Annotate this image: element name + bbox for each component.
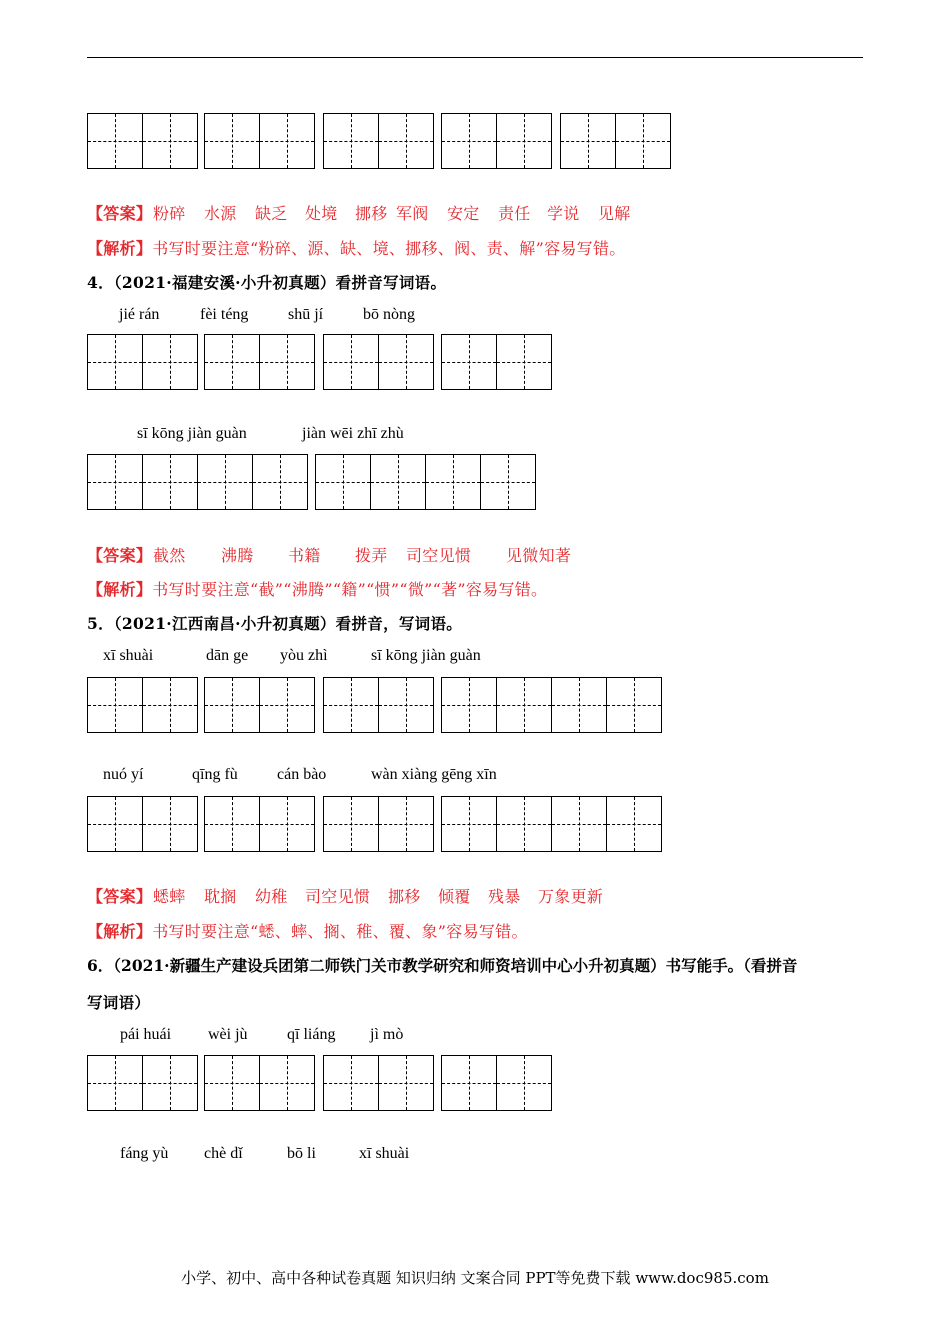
question-title: 6．（2021·新疆生产建设兵团第二师铁门关市教学研究和师资培训中心小升初真题）书写能手。（看拼音 bbox=[87, 956, 798, 975]
answer-word: 见解 bbox=[598, 204, 631, 223]
writing-box[interactable] bbox=[323, 677, 433, 733]
pinyin-label: chè dǐ bbox=[204, 1145, 243, 1162]
pinyin-label: sī kōng jiàn guàn bbox=[371, 647, 481, 664]
question-title: 5．（2021·江西南昌·小升初真题）看拼音，写词语。 bbox=[87, 614, 463, 633]
analysis-line bbox=[87, 919, 528, 942]
writing-box[interactable] bbox=[87, 1055, 197, 1111]
answer-word: 司空见惯 bbox=[406, 546, 472, 565]
pinyin-label: jiàn wēi zhī zhù bbox=[302, 425, 404, 442]
pinyin-label: wèi jù bbox=[208, 1026, 248, 1043]
writing-box[interactable] bbox=[323, 113, 433, 169]
pinyin-label: qīng fù bbox=[192, 766, 238, 783]
pinyin-label: jì mò bbox=[370, 1026, 404, 1043]
pinyin-label: qī liáng bbox=[287, 1026, 336, 1043]
answer-tag: 【答案】 bbox=[87, 546, 153, 565]
answer-word: 耽搁 bbox=[204, 887, 237, 906]
pinyin-label: dān ge bbox=[206, 647, 249, 664]
analysis-text: 书写时要注意“蟋、蟀、搁、稚、覆、象”容易写错。 bbox=[152, 922, 528, 941]
answer-word: 粉碎 bbox=[153, 204, 186, 223]
writing-box[interactable] bbox=[323, 334, 433, 390]
analysis-line bbox=[87, 577, 547, 600]
pinyin-label: wàn xiàng gēng xīn bbox=[371, 766, 497, 783]
answer-word: 缺乏 bbox=[255, 204, 288, 223]
answer-line bbox=[87, 543, 687, 565]
writing-box[interactable] bbox=[87, 677, 197, 733]
answer-tag: 【答案】 bbox=[87, 204, 153, 223]
writing-box[interactable] bbox=[204, 1055, 314, 1111]
analysis-tag: 【解析】 bbox=[87, 922, 153, 941]
answer-word: 万象更新 bbox=[538, 887, 604, 906]
answer-word: 责任 bbox=[498, 204, 531, 223]
analysis-tag: 【解析】 bbox=[87, 239, 153, 258]
answer-word: 处境 bbox=[305, 204, 338, 223]
pinyin-label: cán bào bbox=[277, 766, 327, 783]
writing-box[interactable] bbox=[204, 334, 314, 390]
analysis-text: 书写时要注意“粉碎、源、缺、境、挪移、阀、责、解”容易写错。 bbox=[152, 239, 626, 258]
pinyin-label: xī shuài bbox=[359, 1145, 410, 1162]
answer-word: 残暴 bbox=[488, 887, 521, 906]
answer-word: 见微知著 bbox=[506, 546, 572, 565]
answer-line bbox=[87, 884, 687, 906]
answer-word: 安定 bbox=[447, 204, 480, 223]
answer-word: 书籍 bbox=[288, 546, 321, 565]
pinyin-label: fèi téng bbox=[200, 306, 249, 323]
writing-box[interactable] bbox=[441, 796, 661, 852]
question-title-cont: 写词语） bbox=[87, 993, 151, 1012]
answer-word: 挪移 bbox=[355, 204, 388, 223]
writing-box[interactable] bbox=[204, 113, 314, 169]
writing-box[interactable] bbox=[315, 454, 535, 510]
writing-box[interactable] bbox=[204, 677, 314, 733]
pinyin-label: fáng yù bbox=[120, 1145, 169, 1162]
writing-box[interactable] bbox=[87, 454, 307, 510]
writing-box[interactable] bbox=[204, 796, 314, 852]
pinyin-label: nuó yí bbox=[103, 766, 144, 783]
pinyin-label: pái huái bbox=[120, 1026, 172, 1043]
answer-word: 司空见惯 bbox=[305, 887, 371, 906]
writing-box[interactable] bbox=[441, 113, 551, 169]
pinyin-label: jié rán bbox=[119, 306, 160, 323]
writing-box[interactable] bbox=[87, 796, 197, 852]
answer-word: 截然 bbox=[153, 546, 186, 565]
answer-tag: 【答案】 bbox=[87, 887, 153, 906]
writing-box[interactable] bbox=[87, 113, 197, 169]
writing-box[interactable] bbox=[87, 334, 197, 390]
answer-line bbox=[87, 201, 687, 223]
analysis-tag: 【解析】 bbox=[87, 580, 153, 599]
answer-word: 蟋蟀 bbox=[153, 887, 186, 906]
writing-box[interactable] bbox=[323, 796, 433, 852]
analysis-line bbox=[87, 236, 626, 259]
question-title: 4．（2021·福建安溪·小升初真题）看拼音写词语。 bbox=[87, 273, 447, 292]
pinyin-label: shū jí bbox=[288, 306, 324, 323]
pinyin-label: yòu zhì bbox=[280, 647, 328, 664]
writing-box[interactable] bbox=[560, 113, 670, 169]
answer-word: 沸腾 bbox=[221, 546, 254, 565]
writing-box[interactable] bbox=[441, 334, 551, 390]
answer-word: 幼稚 bbox=[255, 887, 288, 906]
pinyin-label: bō nòng bbox=[363, 306, 415, 323]
analysis-text: 书写时要注意“截”“沸腾”“籍”“惯”“微”“著”容易写错。 bbox=[152, 580, 548, 599]
answer-word: 拨弄 bbox=[355, 546, 388, 565]
writing-box[interactable] bbox=[441, 677, 661, 733]
answer-word: 军阀 bbox=[396, 204, 429, 223]
pinyin-label: bō li bbox=[287, 1145, 316, 1162]
answer-word: 倾覆 bbox=[438, 887, 471, 906]
pinyin-label: sī kōng jiàn guàn bbox=[137, 425, 247, 442]
pinyin-label: xī shuài bbox=[103, 647, 154, 664]
answer-word: 挪移 bbox=[388, 887, 421, 906]
answer-word: 水源 bbox=[204, 204, 237, 223]
header-rule bbox=[87, 57, 863, 58]
answer-word: 学说 bbox=[547, 204, 580, 223]
page-footer: 小学、初中、高中各种试卷真题 知识归纳 文案合同 PPT等免费下载 www.doc985.com bbox=[181, 1269, 769, 1287]
writing-box[interactable] bbox=[323, 1055, 433, 1111]
writing-box[interactable] bbox=[441, 1055, 551, 1111]
